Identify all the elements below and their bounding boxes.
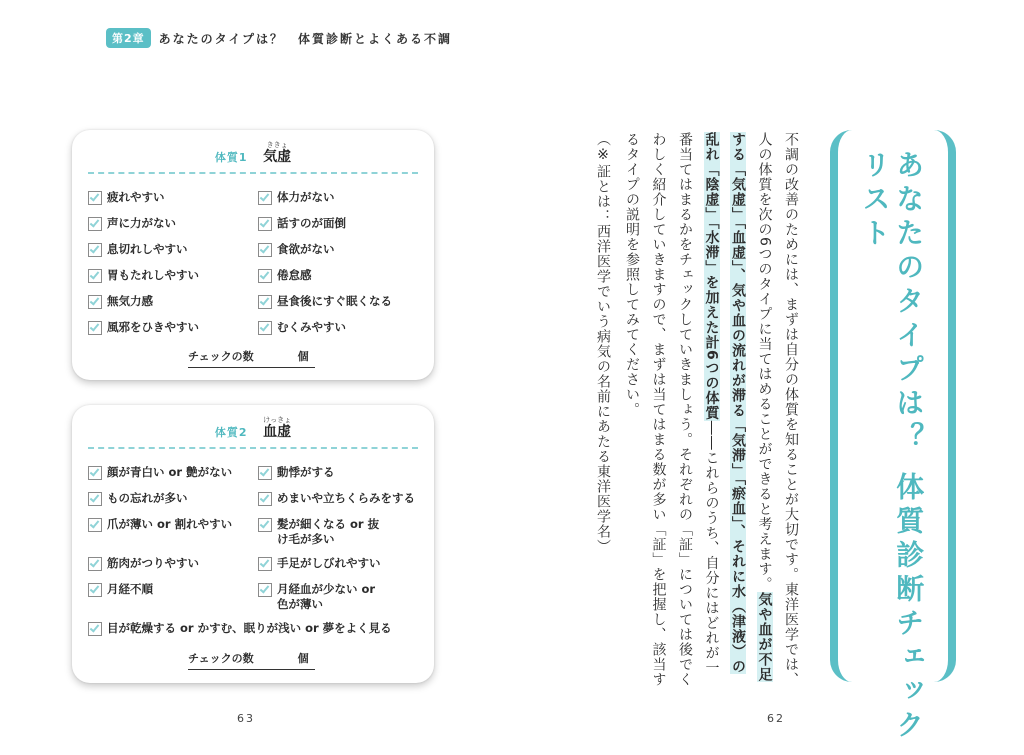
count-underline [188, 367, 315, 368]
body-intro: 不調の改善のためには、まずは自分の体質を知ることが大切です。東洋医学では、人の体質を次の6つのタイプに当てはめることができると考えます。 [756, 132, 799, 687]
check-count[interactable]: チェックの数 個 [188, 348, 309, 364]
checkbox[interactable] [88, 492, 102, 506]
checkbox[interactable] [88, 466, 102, 480]
card-ruby: けっきょ [263, 416, 292, 424]
checkbox[interactable] [258, 583, 272, 597]
card-ruby: ききょ [266, 141, 288, 149]
count-underline [188, 669, 315, 670]
checklist-item[interactable]: 声に力がない [88, 216, 176, 231]
checkbox[interactable] [88, 583, 102, 597]
checkbox[interactable] [258, 466, 272, 480]
checklist-card-kikyo [72, 130, 434, 380]
checklist-item[interactable]: 顔が青白い or 艶がない [88, 465, 232, 480]
checklist-item[interactable]: 風邪をひきやすい [88, 320, 199, 335]
checkbox[interactable] [258, 295, 272, 309]
dashed-divider [88, 447, 418, 449]
checklist-item[interactable]: 胃もたれしやすい [88, 268, 199, 283]
footnote: （※証とは：西洋医学でいう病気の名前にあたる東洋医学名） [595, 132, 611, 554]
checkbox[interactable] [88, 321, 102, 335]
checkbox[interactable] [88, 622, 102, 636]
checkbox[interactable] [88, 243, 102, 257]
checklist-item[interactable]: 動悸がする [258, 465, 335, 480]
checklist-item[interactable]: むくみやすい [258, 320, 346, 335]
card-title [72, 416, 434, 441]
running-header-title: あなたのタイプは？ 体質診断とよくある不調 [158, 31, 453, 46]
dashed-divider [88, 172, 418, 174]
checkbox[interactable] [258, 217, 272, 231]
checkbox[interactable] [88, 269, 102, 283]
checkbox[interactable] [258, 269, 272, 283]
page-number-right: 62 [767, 712, 785, 725]
checklist-item[interactable]: もの忘れが多い [88, 491, 188, 506]
card-title [72, 141, 434, 166]
checklist-item[interactable]: 疲れやすい [88, 190, 165, 205]
checklist-item[interactable]: めまいや立ちくらみをする [258, 491, 415, 506]
page-title: あなたのタイプは？ 体質診断チェックリスト [858, 150, 926, 744]
checklist-item[interactable]: 息切れしやすい [88, 242, 188, 257]
checklist-item[interactable]: 髪が細くなる or 抜け毛が多い [258, 517, 388, 547]
body-highlight: 気や血が不足する「気虚」「血虚」、気や血の流れが滞る「気滞」「瘀血」、それに水（津液）の乱れ「陰虚」「水滞」を加えた計6つの体質 [703, 132, 773, 682]
checklist-item[interactable]: 昼食後にすぐ眠くなる [258, 294, 392, 309]
chapter-badge: 第2章 [106, 28, 151, 48]
checklist-item[interactable]: 無気力感 [88, 294, 153, 309]
checkbox[interactable] [258, 243, 272, 257]
checklist-item[interactable]: 手足がしびれやすい [258, 556, 381, 571]
checkbox[interactable] [88, 217, 102, 231]
card-name [263, 416, 292, 440]
checkbox[interactable] [88, 191, 102, 205]
checklist-card-kekkyo [72, 405, 434, 683]
checkbox[interactable] [258, 518, 272, 532]
checklist-item[interactable]: 食欲がない [258, 242, 335, 257]
running-header [106, 28, 452, 48]
page-number-left: 63 [237, 712, 255, 725]
card-name-text: 血虚 [263, 424, 292, 440]
card-label: 体質2 [214, 426, 248, 439]
checklist-item[interactable]: 爪が薄い or 割れやすい [88, 517, 232, 532]
checkbox[interactable] [258, 191, 272, 205]
card-name [263, 141, 292, 165]
checklist-item[interactable]: 月経血が少ない or 色が薄い [258, 582, 378, 612]
check-count[interactable]: チェックの数 個 [188, 650, 309, 666]
checklist-item[interactable]: 筋肉がつりやすい [88, 556, 199, 571]
checkbox[interactable] [88, 518, 102, 532]
checklist-item[interactable]: 話すのが面倒 [258, 216, 346, 231]
checkbox[interactable] [258, 321, 272, 335]
body-text [619, 132, 805, 687]
checkbox[interactable] [258, 492, 272, 506]
checklist-item[interactable]: 倦怠感 [258, 268, 312, 283]
body-continuation: ――これらのうち、自分にはどれが一番当てはまるかをチェックしていきましょう。それぞれの「証」については後でくわしく紹介していきますので、まずは当てはまる数が多い「証」を把握し、該当するタイプの説明を参照してみてください。 [624, 132, 720, 687]
checklist-item[interactable]: 月経不順 [88, 582, 153, 597]
checklist-item[interactable]: 目が乾燥する or かすむ、眠りが浅い or 夢をよく見る [88, 621, 392, 636]
checkbox[interactable] [88, 557, 102, 571]
card-label: 体質1 [214, 151, 248, 164]
checklist-item[interactable]: 体力がない [258, 190, 335, 205]
checkbox[interactable] [88, 295, 102, 309]
card-name-text: 気虚 [263, 149, 292, 165]
checkbox[interactable] [258, 557, 272, 571]
